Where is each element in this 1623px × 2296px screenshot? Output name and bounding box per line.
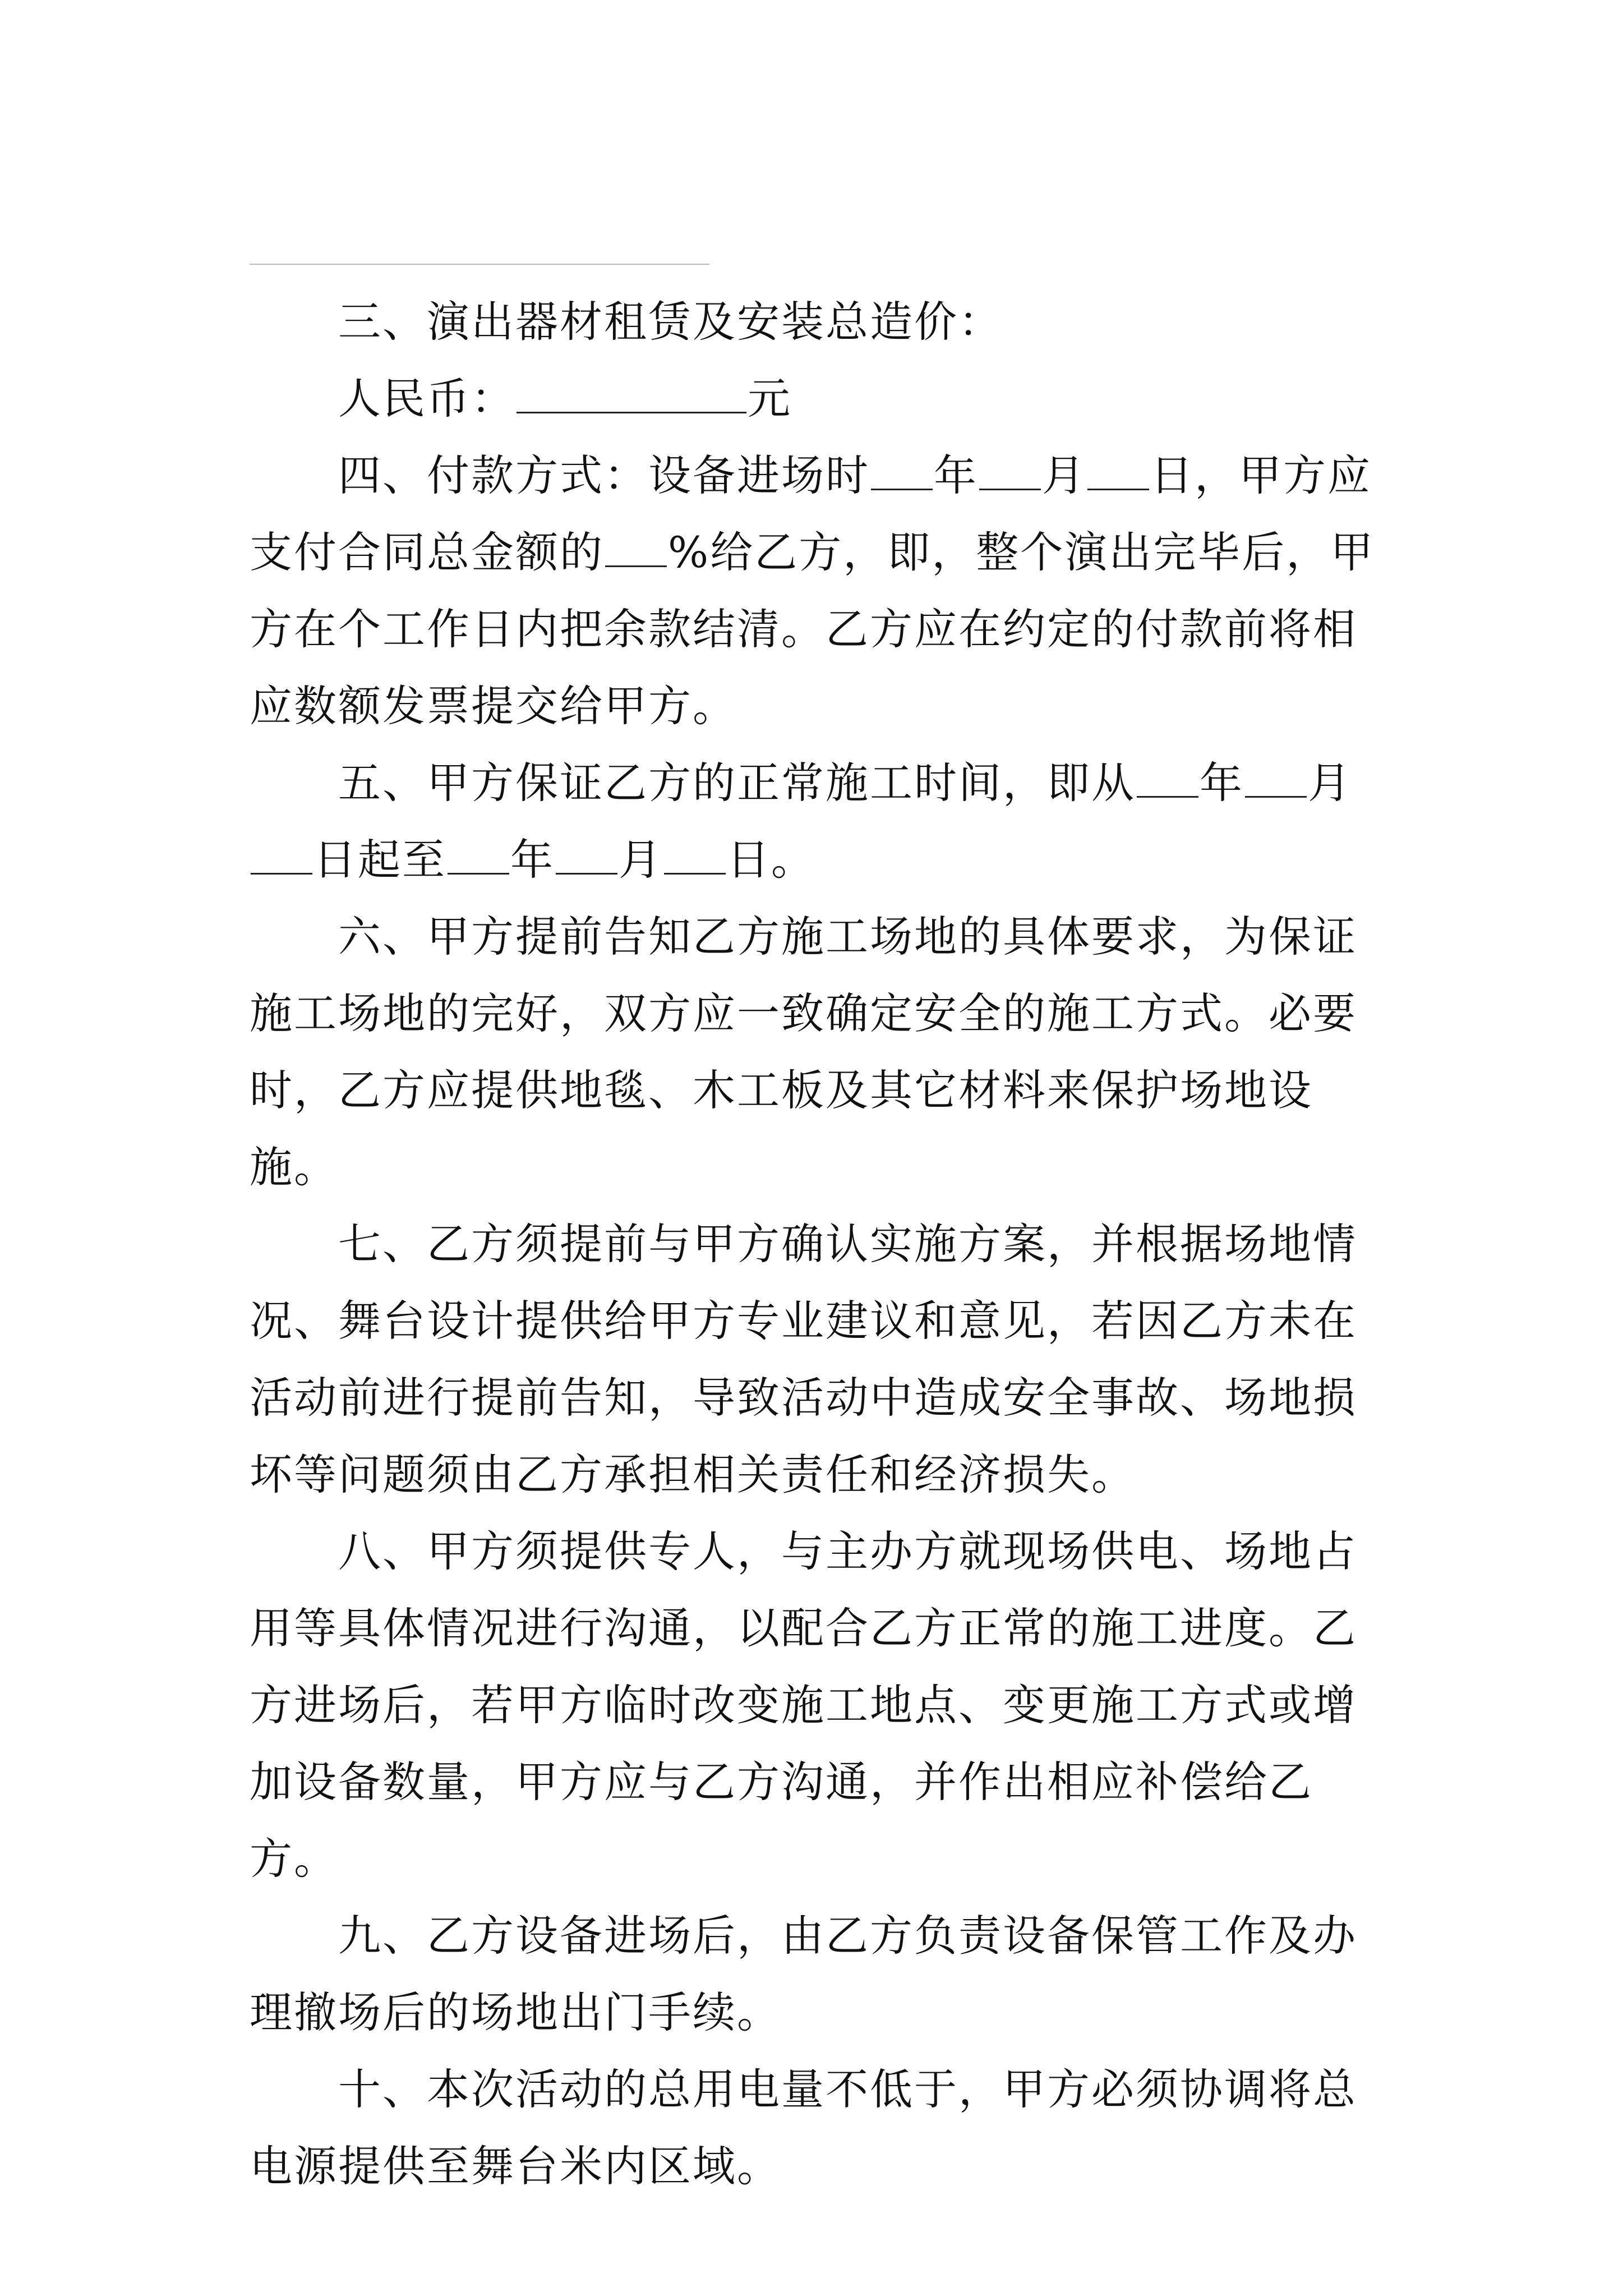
- clause-text: 五、甲方保证乙方的正常施工时间，即从: [338, 758, 1136, 808]
- clause-text: 九、乙方设备进场后，由乙方负责设备保管工作及办理撤场后的场地出门手续。: [250, 1911, 1357, 2037]
- rmb-label: 人民币：: [338, 374, 515, 424]
- year-blank: [448, 872, 509, 875]
- clause-text: 八、甲方须提供专人，与主办方就现场供电、场地占用等具体情况进行沟通，以配合乙方正常的施工进度。乙方进场后，若甲方临时改变施工地点、变更施工方式或增加设备数量，甲方应与乙方沟通，并作出相应补偿给乙方。: [250, 1526, 1357, 1884]
- clause-text: 年: [510, 835, 555, 885]
- clause-4-payment: [250, 437, 1394, 744]
- clause-text: 月: [619, 835, 663, 885]
- day-blank: [1087, 488, 1149, 490]
- month-blank: [979, 488, 1041, 490]
- clause-text: 三、演出器材租赁及安装总造价：: [338, 297, 1003, 347]
- clause-text: 月: [1042, 450, 1086, 500]
- clause-text: 日起至: [313, 835, 446, 885]
- header-rule: [250, 264, 709, 265]
- clause-text: 七、乙方须提前与甲方确认实施方案，并根据场地情况、舞台设计提供给甲方专业建议和意见，若因乙方未在活动前进行提前告知，导致活动中造成安全事故、场地损坏等问题须由乙方承担相关责任和经济损失。: [250, 1219, 1357, 1499]
- clause-8-coordination: [250, 1513, 1394, 1897]
- clause-text: 十、本次活动的总用电量不低于，甲方必须协调将总电源提供至舞台米内区域。: [250, 2064, 1357, 2191]
- document-body: [250, 283, 1394, 2205]
- clause-7-implementation-plan: [250, 1205, 1394, 1513]
- day-blank: [251, 872, 312, 875]
- month-blank: [1245, 795, 1307, 798]
- clause-text: 月: [1308, 758, 1352, 808]
- rmb-amount-line: [250, 360, 1394, 437]
- month-blank: [556, 872, 617, 875]
- clause-text: 六、甲方提前告知乙方施工场地的具体要求，为保证施工场地的完好，双方应一致确定安全的施工方式。必要时，乙方应提供地毯、木工板及其它材料来保护场地设施。: [250, 912, 1357, 1192]
- yuan-unit: 元: [748, 374, 792, 424]
- clause-text: 年: [1200, 758, 1244, 808]
- year-blank: [1137, 795, 1198, 798]
- clause-10-power-supply: [250, 2051, 1394, 2205]
- clause-5-schedule: [250, 744, 1394, 898]
- clause-text: 日，甲方应支付合同总金额的: [250, 450, 1372, 577]
- day-blank: [664, 872, 726, 875]
- year-blank: [871, 488, 933, 490]
- clause-6-site-requirements: [250, 898, 1394, 1205]
- clause-text: 年: [934, 450, 978, 500]
- amount-blank: [517, 411, 746, 413]
- clause-text: %给乙方，即，整个演出完毕后，甲方在个工作日内把余款结清。乙方应在约定的付款前将相应数额发票提交给甲方。: [250, 527, 1375, 731]
- clause-text: 日。: [727, 835, 815, 885]
- clause-3-total-price: [250, 283, 1394, 360]
- percent-blank: [605, 565, 667, 567]
- clause-9-equipment-custody: [250, 1897, 1394, 2051]
- clause-text: 四、付款方式：设备进场时: [338, 450, 870, 500]
